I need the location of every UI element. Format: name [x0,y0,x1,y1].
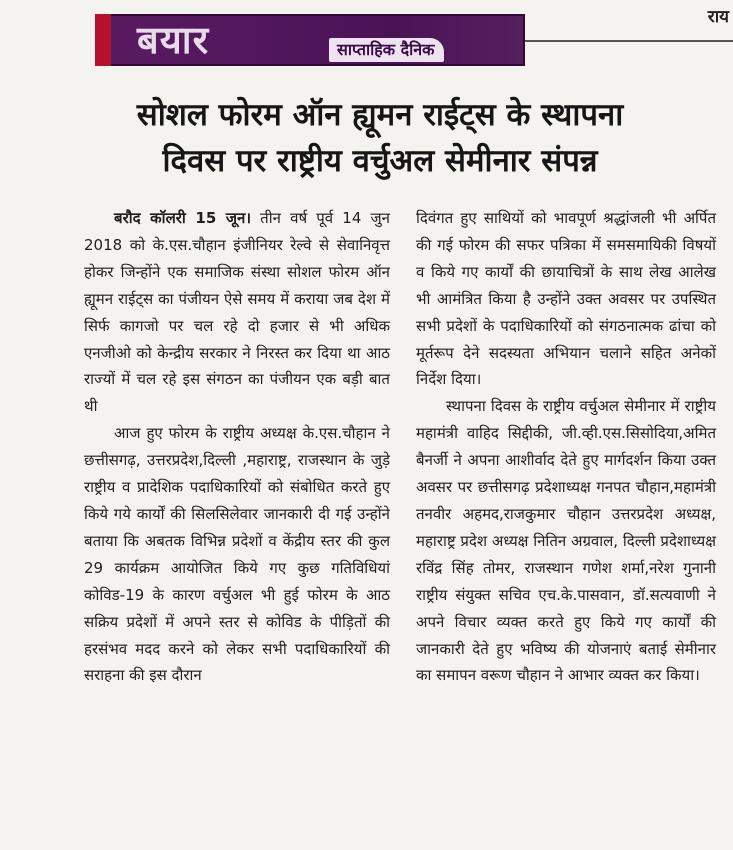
newspaper-logo: बयार [137,18,210,62]
article-column-2 [416,205,716,689]
masthead-tagline: साप्ताहिक दैनिक [329,38,444,62]
paragraph [84,205,390,420]
article-column-1 [84,205,390,689]
paragraph: स्थापना दिवस के राष्ट्रीय वर्चुअल सेमीनार में राष्ट्रीय महामंत्री वाहिद सिद्दीकी, जी.व्ही.एस.सिसोदिया,अमित बैनर्जी ने अपना आशीर्वाद देते हुए मार्गदर्शन किया उक्त अवसर पर छत्तीसगढ़ प्रदेशाध्यक्ष गनपत चौहान,महामंत्री तनवीर अहमद,राजकुमार चौहान उत्तरप्रदेश अध्यक्ष, महाराष्ट्र प्रदेश अध्यक्ष नितिन अग्रवाल, दिल्ली प्रदेशाध्यक्ष रविंद्र सिंह तोमर, राजस्थान गणेश शर्मा,नरेश गुनानी राष्ट्रीय संयुक्त सचिव एच.के.पासवान, डॉ.सत्यवाणी ने अपने विचार व्यक्त करते हुए किये गए कार्यों की जानकारी देते हुए भविष्य की योजनाएं बताई सेमीनार का समापन वरूण चौहान ने आभार व्यक्त कर किया। [416,397,716,685]
paragraph: दिवंगत हुए साथियों को भावपूर्ण श्रद्धांजली भी अर्पित की गई फोरम की सफर पत्रिका में समसमायिकी विषयों व किये गए कार्यों की छायाचित्रों के साथ लेख आलेख भी आमंत्रित किया है उन्होंने उक्त अवसर पर उपस्थित सभी प्रदेशों के पदाधिकारियों को संगठनात्मक ढांचा को मूर्तरूप देने सदस्यता अभियान चलाने सहित अनेकों निर्देश दिया। [416,209,716,389]
masthead-accent [95,14,111,66]
masthead [95,14,525,66]
paragraph: आज हुए फोरम के राष्ट्रीय अध्यक्ष के.एस.चौहान ने छत्तीसगढ़, उत्तरप्रदेश,दिल्ली ,महाराष्ट्र, राजस्थान के जुड़े राष्ट्रीय व प्रादेशिक पदाधिकारियों को संबोधित करते हुए किये गये कार्यों की सिलसिलेवार जानकारी दी गई उन्होंने बताया कि अबतक विभिन्न प्रदेशों व केंद्रीय स्तर की कुल 29 कार्यक्रम आयोजित किये गए कुछ गतिविधियां कोविड-19 के कारण वर्चुअल भी हुई फोरम के आठ सक्रिय प्रदेशों में अपने स्तर से कोविड के पीड़ितों की हरसंभव मदद करने को लेकर सभी पदाधिकारियों की सराहना की इस दौरान [84,424,390,685]
headline-line-2: दिवस पर राष्ट्रीय वर्चुअल सेमीनार संपन्न [162,143,598,179]
headline-line-1: सोशल फोरम ऑन ह्यूमन राईट्स के स्थापना [136,97,624,133]
dateline: बरौद कॉलरी 15 जून। [114,209,252,227]
paragraph-text: तीन वर्ष पूर्व 14 जुन 2018 को के.एस.चौहान इंजीनियर रेल्वे से सेवानिवृत्त होकर जिन्होंने एक समाजिक संस्था सोशल फोरम ऑन ह्यूमन राईट्स का पंजीयन ऐसे समय में कराया जब देश में सिर्फ कागजो पर चल रहे दो हजार से भी अधिक एनजीओ को केन्द्रीय सरकार ने निरस्त कर दिया था आठ राज्यों में चल रहे इस संगठन का पंजीयन एक बड़ी बात थी [84,209,391,416]
article-headline [60,92,700,184]
page-corner-text: राय [707,7,729,27]
masthead-rule [500,40,733,42]
